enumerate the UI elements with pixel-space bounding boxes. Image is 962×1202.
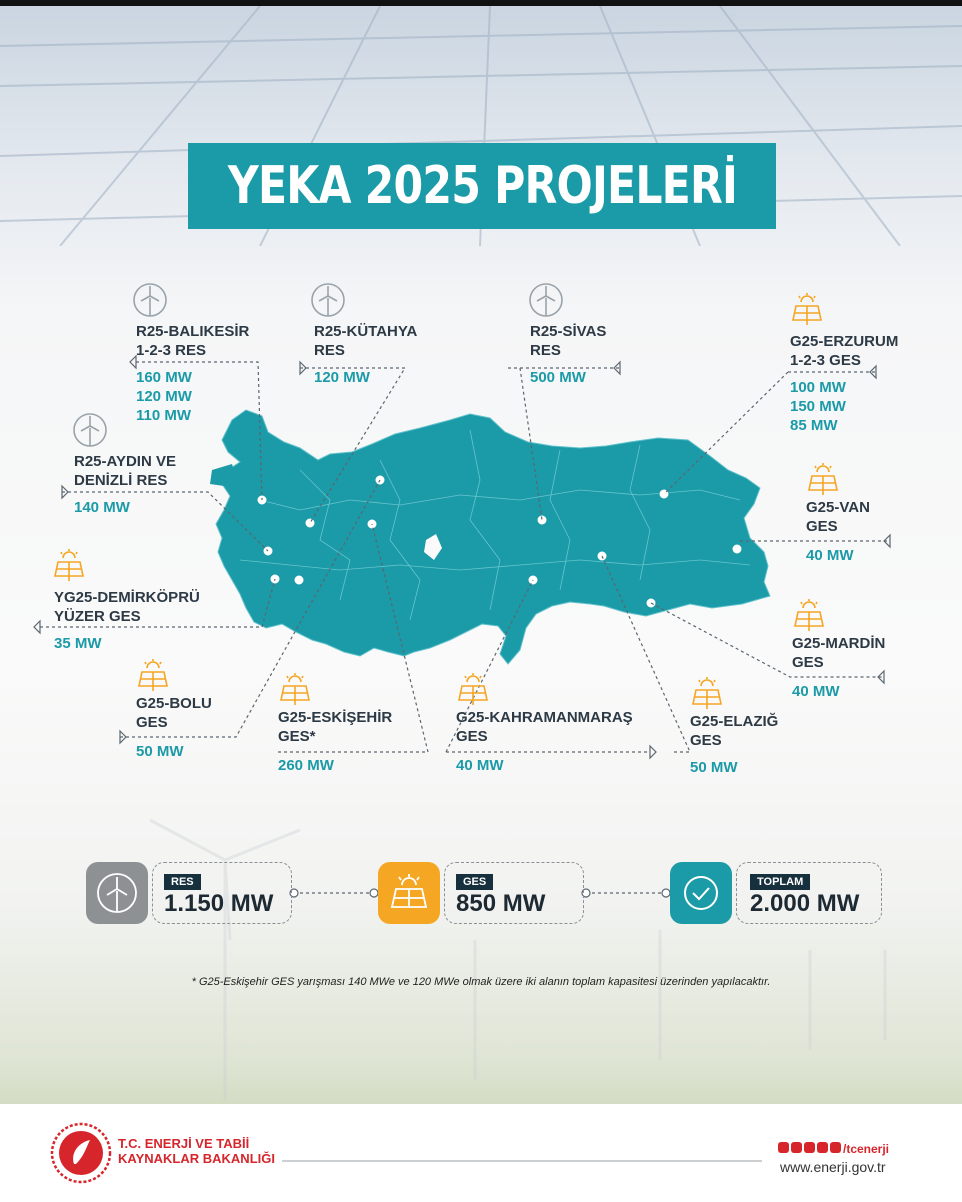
project-name-line: GES xyxy=(456,728,488,745)
project-name-line: 1-2-3 GES xyxy=(790,352,861,369)
mw-value: 500 MW xyxy=(530,369,586,386)
mw-value: 35 MW xyxy=(54,635,102,652)
mw-value: 100 MW xyxy=(790,379,846,396)
x-icon[interactable] xyxy=(804,1142,815,1153)
mw-value: 260 MW xyxy=(278,757,334,774)
project-name-line: GES xyxy=(792,654,824,671)
facebook-icon[interactable] xyxy=(791,1142,802,1153)
instagram-icon[interactable] xyxy=(778,1142,789,1153)
mw-value: 50 MW xyxy=(690,759,738,776)
project-name-line: R25-BALIKESİR xyxy=(136,323,250,340)
project-name-line: DENİZLİ RES xyxy=(74,472,168,489)
project-name-line: R25-KÜTAHYA xyxy=(314,323,418,340)
mw-value: 140 MW xyxy=(74,499,130,516)
summary-res-tag: RES xyxy=(164,874,201,890)
project-name-line: G25-MARDİN xyxy=(792,635,886,652)
youtube-icon[interactable] xyxy=(817,1142,828,1153)
summary-ges-value: 850 MW xyxy=(456,890,546,917)
summary-total-value: 2.000 MW xyxy=(750,890,860,917)
project-name-line: R25-AYDIN VE xyxy=(74,453,176,470)
project-name-line: G25-KAHRAMANMARAŞ xyxy=(456,709,633,726)
project-name-line: G25-ESKİŞEHİR xyxy=(278,709,393,726)
linkedin-icon[interactable] xyxy=(830,1142,841,1153)
project-name-line: RES xyxy=(314,342,345,359)
mw-value: 160 MW xyxy=(136,369,192,386)
ministry-name-line2: KAYNAKLAR BAKANLIĞI xyxy=(118,1151,275,1166)
project-name-line: 1-2-3 RES xyxy=(136,342,207,359)
mw-value: 120 MW xyxy=(314,369,370,386)
website-link[interactable]: www.enerji.gov.tr xyxy=(780,1159,886,1175)
project-name-line: YG25-DEMİRKÖPRÜ xyxy=(54,589,200,606)
page-title: YEKA 2025 PROJELERİ xyxy=(227,156,737,216)
project-name-line: GES xyxy=(690,732,722,749)
project-name-line: G25-ERZURUM xyxy=(790,333,899,350)
mw-value: 110 MW xyxy=(136,407,192,424)
project-name-line: GES xyxy=(806,518,838,535)
project-name-line: G25-ELAZIĞ xyxy=(690,713,779,730)
social-handle[interactable]: /tcenerji xyxy=(843,1142,890,1156)
summary-res-value: 1.150 MW xyxy=(164,890,274,917)
mw-value: 40 MW xyxy=(806,547,854,564)
ministry-name-line1: T.C. ENERJİ VE TABİİ xyxy=(118,1136,250,1151)
project-name-line: GES xyxy=(136,714,168,731)
summary-ges-tag: GES xyxy=(456,874,493,890)
mw-value: 40 MW xyxy=(792,683,840,700)
footnote: * G25-Eskişehir GES yarışması 140 MWe ve 120 MWe olmak üzere iki alanın toplam kapasitesi üzerinden yapılacaktır. xyxy=(191,976,771,988)
mw-value: 40 MW xyxy=(456,757,504,774)
social-links[interactable] xyxy=(778,1142,889,1156)
project-name-line: YÜZER GES xyxy=(54,608,141,625)
project-name-line: R25-SİVAS xyxy=(530,323,607,340)
project-name-line: GES* xyxy=(278,728,316,745)
mw-value: 50 MW xyxy=(136,743,184,760)
project-name-line: G25-VAN xyxy=(806,499,870,516)
mw-value: 85 MW xyxy=(790,417,838,434)
mw-value: 120 MW xyxy=(136,388,192,405)
mw-value: 150 MW xyxy=(790,398,846,415)
summary-total-tag: TOPLAM xyxy=(750,874,810,890)
project-name-line: G25-BOLU xyxy=(136,695,212,712)
project-name-line: RES xyxy=(530,342,561,359)
